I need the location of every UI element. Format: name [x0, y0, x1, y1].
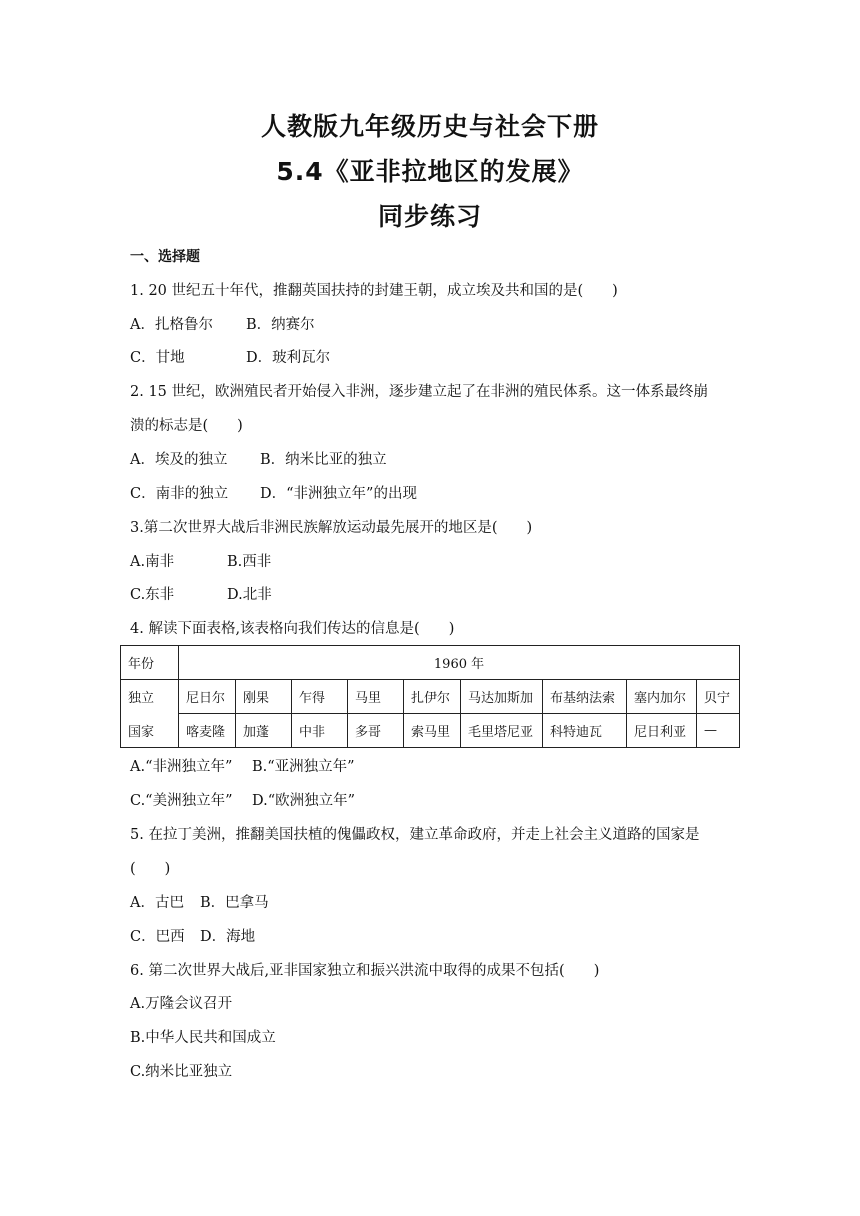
table-cell: 毛里塔尼亚	[461, 714, 543, 748]
table-row-year	[121, 646, 740, 680]
question-1-stem: 1. 20 世纪五十年代，推翻英国扶持的封建王朝，成立埃及共和国的是( )	[130, 283, 618, 299]
question-5-stem-line2: ( )	[130, 861, 171, 877]
question-4-options-row2	[130, 791, 355, 811]
question-3-options-row1	[130, 552, 271, 572]
table-cell: 尼日利亚	[627, 714, 697, 748]
question-5-stem-line1: 5. 在拉丁美洲，推翻美国扶植的傀儡政权，建立革命政府，并走上社会主义道路的国家是	[130, 827, 700, 843]
table-label-top: 独立	[121, 680, 179, 714]
table-cell: 贝宁	[697, 680, 740, 714]
question-4-stem: 4. 解读下面表格,该表格向我们传达的信息是( )	[130, 621, 455, 637]
question-3-option-b: B.西非	[227, 554, 272, 570]
question-5-option-c: C．巴西	[130, 929, 185, 945]
table-cell: 尼日尔	[179, 680, 236, 714]
table-cell: 喀麦隆	[179, 714, 236, 748]
question-6-stem: 6. 第二次世界大战后,亚非国家独立和振兴洪流中取得的成果不包括( )	[130, 963, 600, 979]
table-cell: 布基纳法索	[543, 680, 627, 714]
question-4-option-d: D.“欧洲独立年”	[252, 793, 356, 809]
table-row	[121, 714, 740, 748]
table-label-bottom: 国家	[121, 714, 179, 748]
table-cell: 多哥	[348, 714, 404, 748]
question-1-options-row1	[130, 315, 315, 335]
question-4-option-c: C.“美洲独立年”	[130, 793, 233, 809]
question-1-option-c: C．甘地	[130, 350, 185, 366]
question-4-option-b: B.“亚洲独立年”	[252, 759, 355, 775]
table-cell: 中非	[292, 714, 348, 748]
question-3-option-c: C.东非	[130, 587, 175, 603]
question-3-option-a: A.南非	[130, 554, 175, 570]
question-2-option-a: A．埃及的独立	[130, 452, 228, 468]
question-2-option-d: D．“非洲独立年”的出现	[260, 486, 417, 502]
table-cell: 科特迪瓦	[543, 714, 627, 748]
question-2-options-row1	[130, 450, 387, 470]
document-title-line3: 同步练习	[377, 202, 482, 231]
table-cell: —	[697, 714, 740, 748]
question-2-option-c: C．南非的独立	[130, 486, 229, 502]
table-cell: 马里	[348, 680, 404, 714]
question-1-options-row2	[130, 348, 330, 368]
document-title-line1: 人教版九年级历史与社会下册	[260, 112, 599, 141]
question-2-options-row2	[130, 484, 417, 504]
question-6-option-a: A.万隆会议召开	[130, 996, 233, 1012]
table-cell: 马达加斯加	[461, 680, 543, 714]
question-2-option-b: B．纳米比亚的独立	[260, 452, 387, 468]
question-1-option-d: D．玻利瓦尔	[246, 350, 331, 366]
question-6-option-c: C.纳米比亚独立	[130, 1064, 233, 1080]
question-4-option-a: A.“非洲独立年”	[130, 759, 233, 775]
table-year-value: 1960 年	[179, 646, 740, 680]
question-6-option-b: B.中华人民共和国成立	[130, 1030, 276, 1046]
table-cell: 扎伊尔	[404, 680, 461, 714]
question-5-options-row1	[130, 893, 269, 913]
table-cell: 加蓬	[236, 714, 292, 748]
question-4-options-row1	[130, 757, 355, 777]
table-row	[121, 680, 740, 714]
document-title-line2: 5.4《亚非拉地区的发展》	[276, 157, 584, 186]
question-5-options-row2	[130, 927, 255, 947]
question-1-option-b: B．纳赛尔	[246, 317, 315, 333]
table-cell: 乍得	[292, 680, 348, 714]
table-year-label: 年份	[121, 646, 179, 680]
table-cell: 塞内加尔	[627, 680, 697, 714]
question-3-stem: 3.第二次世界大战后非洲民族解放运动最先展开的地区是( )	[130, 520, 533, 536]
table-cell: 刚果	[236, 680, 292, 714]
question-3-options-row2	[130, 585, 272, 605]
question-5-option-b: B．巴拿马	[200, 895, 269, 911]
question-5-option-d: D．海地	[200, 929, 256, 945]
question-2-stem-line2: 溃的标志是( )	[130, 418, 243, 434]
question-1-option-a: A．扎格鲁尔	[130, 317, 213, 333]
question-5-option-a: A．古巴	[130, 895, 184, 911]
question-3-option-d: D.北非	[227, 587, 272, 603]
question-2-stem-line1: 2. 15 世纪，欧洲殖民者开始侵入非洲，逐步建立起了在非洲的殖民体系。这一体系最终崩	[130, 384, 708, 400]
section-heading: 一、选择题	[130, 249, 200, 265]
independence-table	[120, 645, 740, 748]
table-cell: 索马里	[404, 714, 461, 748]
